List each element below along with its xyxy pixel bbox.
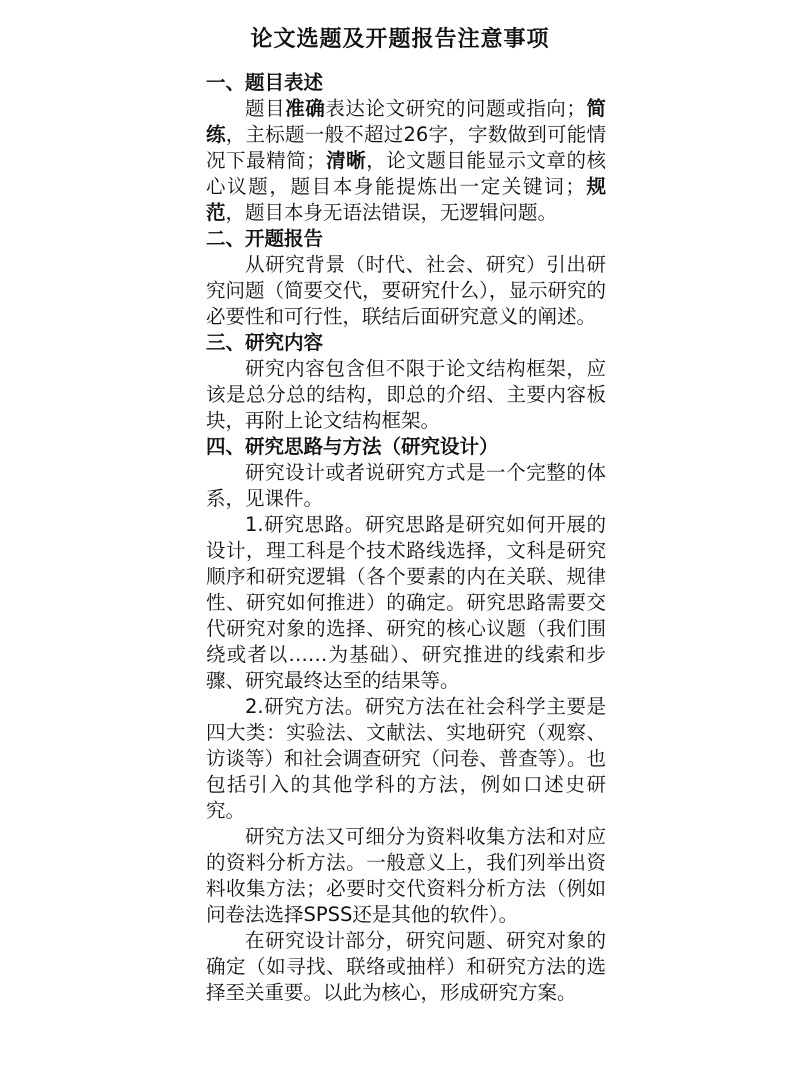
paragraph-text: ，主标题一般不超过26字，字数做到可能情况下最精简； (206, 123, 606, 172)
section-paragraph (206, 928, 606, 1006)
bold-keyword: 简练 (206, 97, 606, 146)
paragraph-text: ，论文题目能显示文章的核心议题，题目本身能提炼出一定关键词； (206, 149, 606, 198)
section-paragraph (206, 356, 606, 434)
document-title: 论文选题及开题报告注意事项 (250, 27, 550, 52)
paragraph-text: 1.研究思路。研究思路是研究如何开展的设计，理工科是个技术路线选择，文科是研究顺序和研究逻辑（各个要素的内在关联、规律性、研究如何推进）的确定。研究思路需要交代研究对象的选择、研究的核心议题（我们围绕或者以……为基础）、研究推进的线索和步骤、研究最终达至的结果等。 (206, 513, 606, 692)
section-paragraph (206, 252, 606, 330)
paragraph-text: 表达论文研究的问题或指向； (325, 97, 586, 120)
section-heading: 三、研究内容 (206, 331, 324, 354)
section-paragraph (206, 96, 606, 226)
section-heading: 四、研究思路与方法（研究设计） (206, 435, 499, 458)
section-heading: 一、题目表述 (206, 71, 324, 94)
paragraph-text: 在研究设计部分，研究问题、研究对象的确定（如寻找、联络或抽样）和研究方法的选择至关重要。以此为核心，形成研究方案。 (206, 929, 606, 1004)
paragraph-text: 2.研究方法。研究方法在社会科学主要是四大类：实验法、文献法、实地研究（观察、访谈等）和社会调查研究（问卷、普查等）。也包括引入的其他学科的方法，例如口述史研究。 (206, 695, 606, 822)
section-paragraph (206, 694, 606, 824)
document-body (206, 70, 606, 1006)
bold-keyword: 规范 (206, 175, 606, 224)
paragraph-text: 从研究背景（时代、社会、研究）引出研究问题（简要交代，要研究什么），显示研究的必要性和可行性，联结后面研究意义的阐述。 (206, 253, 606, 328)
section-heading: 二、开题报告 (206, 227, 324, 250)
paragraph-text: 研究内容包含但不限于论文结构框架，应该是总分总的结构，即总的介绍、主要内容板块，再附上论文结构框架。 (206, 357, 606, 432)
section-paragraph (206, 460, 606, 512)
paragraph-text: ，题目本身无语法错误，无逻辑问题。 (225, 201, 558, 224)
paragraph-text: 研究设计或者说研究方式是一个完整的体系，见课件。 (206, 461, 606, 510)
bold-keyword: 清晰 (325, 149, 367, 172)
paragraph-text: 研究方法又可细分为资料收集方法和对应的资料分析方法。一般意义上，我们列举出资料收集方法；必要时交代资料分析方法（例如问卷法选择SPSS还是其他的软件）。 (206, 825, 606, 926)
bold-keyword: 准确 (285, 97, 326, 120)
paragraph-text: 题目 (245, 97, 286, 120)
section-paragraph (206, 512, 606, 694)
section-paragraph (206, 824, 606, 928)
